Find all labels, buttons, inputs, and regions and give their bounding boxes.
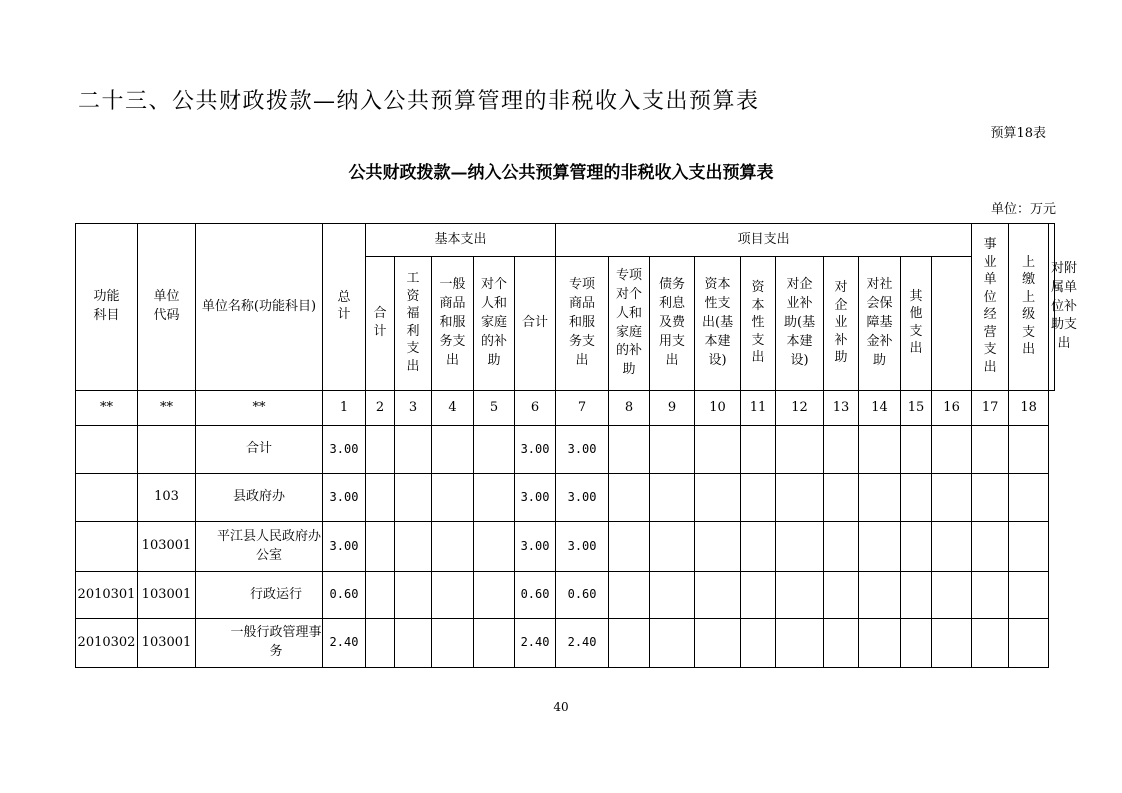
total-cell: 3.00 [323, 474, 366, 522]
empty-cell [432, 474, 474, 522]
table-row [76, 426, 1055, 474]
empty-cell [395, 474, 432, 522]
project-total-cell: 0.60 [515, 572, 556, 619]
empty-cell [776, 474, 824, 522]
project-total-cell: 3.00 [515, 522, 556, 572]
func-code-cell: 2010301 [76, 572, 138, 619]
unit-code-cell [138, 426, 196, 474]
header-personal-subsidy: 对个人和家庭的补助 [474, 257, 515, 391]
empty-cell [366, 474, 395, 522]
index-cell: 9 [650, 391, 695, 426]
header-total: 总计 [323, 224, 366, 391]
header-affiliated: 对附属单位补助支出 [1049, 224, 1055, 391]
empty-cell [395, 572, 432, 619]
empty-cell [972, 474, 1009, 522]
empty-cell [1009, 522, 1049, 572]
empty-cell [1009, 572, 1049, 619]
empty-cell [609, 619, 650, 668]
header-wage-welfare: 工资福利支出 [395, 257, 432, 391]
index-cell: ** [196, 391, 323, 426]
table-row [76, 572, 1055, 619]
page-heading: 二十三、公共财政拨款—纳入公共预算管理的非税收入支出预算表 [78, 89, 760, 114]
empty-cell [432, 619, 474, 668]
index-cell: 18 [1009, 391, 1049, 426]
header-social-fund: 对社会保障基金补助 [859, 257, 901, 391]
empty-cell [395, 619, 432, 668]
empty-cell [824, 522, 859, 572]
index-cell: 4 [432, 391, 474, 426]
empty-cell [695, 474, 741, 522]
empty-cell [395, 426, 432, 474]
empty-cell [972, 619, 1009, 668]
unit-name-cell: 县政府办 [196, 474, 323, 522]
index-cell: 2 [366, 391, 395, 426]
index-cell: 13 [824, 391, 859, 426]
index-cell: 15 [901, 391, 932, 426]
empty-cell [972, 572, 1009, 619]
empty-cell [824, 572, 859, 619]
index-cell: 16 [932, 391, 972, 426]
empty-cell [741, 522, 776, 572]
empty-cell [859, 522, 901, 572]
index-cell: 14 [859, 391, 901, 426]
empty-cell [395, 522, 432, 572]
func-code-cell [76, 522, 138, 572]
header-unit-name: 单位名称(功能科目) [196, 224, 323, 391]
empty-cell [932, 619, 972, 668]
special-goods-cell: 3.00 [556, 522, 609, 572]
header-unit-code: 单位代码 [138, 224, 196, 391]
empty-cell [859, 426, 901, 474]
empty-cell [609, 474, 650, 522]
empty-cell [1009, 426, 1049, 474]
special-goods-cell: 2.40 [556, 619, 609, 668]
empty-cell [932, 572, 972, 619]
project-total-cell: 3.00 [515, 426, 556, 474]
empty-cell [474, 522, 515, 572]
index-cell: ** [76, 391, 138, 426]
table-row [76, 619, 1055, 668]
empty-cell [901, 426, 932, 474]
empty-cell [901, 572, 932, 619]
empty-cell [972, 426, 1009, 474]
header-basic-group: 基本支出 [366, 224, 556, 257]
header-general-goods: 一般商品和服务支出 [432, 257, 474, 391]
special-goods-cell: 3.00 [556, 474, 609, 522]
project-total-cell: 3.00 [515, 474, 556, 522]
unit-code-cell: 103001 [138, 619, 196, 668]
empty-cell [741, 474, 776, 522]
func-code-cell [76, 426, 138, 474]
header-enterprise: 对企业补助 [824, 257, 859, 391]
empty-cell [824, 426, 859, 474]
unit-name-cell: 一般行政管理事务 [196, 619, 323, 668]
unit-name-cell: 合计 [196, 426, 323, 474]
empty-cell [609, 426, 650, 474]
unit-name-cell: 行政运行 [196, 572, 323, 619]
empty-cell [474, 572, 515, 619]
empty-cell [776, 426, 824, 474]
empty-cell [859, 619, 901, 668]
empty-cell [650, 572, 695, 619]
unit-code-cell: 103 [138, 474, 196, 522]
empty-cell [366, 522, 395, 572]
index-cell: 7 [556, 391, 609, 426]
empty-cell [776, 572, 824, 619]
index-row [76, 391, 1055, 426]
empty-cell [474, 619, 515, 668]
empty-cell [932, 426, 972, 474]
empty-cell [901, 474, 932, 522]
empty-cell [695, 619, 741, 668]
func-code-cell: 2010302 [76, 619, 138, 668]
total-cell: 2.40 [323, 619, 366, 668]
index-cell: 11 [741, 391, 776, 426]
table-title: 公共财政拨款—纳入公共预算管理的非税收入支出预算表 [348, 163, 774, 183]
header-capital-basic: 资本性支出(基本建设) [695, 257, 741, 391]
unit-label: 单位：万元 [990, 202, 1056, 217]
header-upper-payment: 上缴上级支出 [1009, 224, 1049, 391]
unit-code-cell: 103001 [138, 522, 196, 572]
empty-cell [741, 426, 776, 474]
budget-table [75, 223, 1078, 668]
header-business-unit: 事业单位经营支出 [972, 224, 1009, 391]
special-goods-cell: 3.00 [556, 426, 609, 474]
header-project-total: 合计 [515, 257, 556, 391]
empty-cell [695, 426, 741, 474]
empty-cell [366, 572, 395, 619]
empty-cell [432, 572, 474, 619]
header-special-goods: 专项商品和服务支出 [556, 257, 609, 391]
empty-cell [609, 572, 650, 619]
index-cell: 17 [972, 391, 1009, 426]
empty-cell [741, 572, 776, 619]
empty-cell [932, 522, 972, 572]
empty-cell [1009, 619, 1049, 668]
empty-cell [1009, 474, 1049, 522]
empty-cell [901, 522, 932, 572]
project-total-cell: 2.40 [515, 619, 556, 668]
total-cell: 0.60 [323, 572, 366, 619]
header-other: 其他支出 [901, 257, 932, 391]
empty-cell [824, 474, 859, 522]
header-func-code: 功能科目 [76, 224, 138, 391]
index-cell: 6 [515, 391, 556, 426]
header-project-group: 项目支出 [556, 224, 972, 257]
empty-cell [901, 619, 932, 668]
empty-cell [824, 619, 859, 668]
table-row [76, 522, 1055, 572]
unit-code-cell: 103001 [138, 572, 196, 619]
empty-cell [695, 572, 741, 619]
index-cell: 3 [395, 391, 432, 426]
empty-cell [932, 474, 972, 522]
func-code-cell [76, 474, 138, 522]
empty-cell [859, 572, 901, 619]
empty-cell [972, 522, 1009, 572]
empty-cell [432, 426, 474, 474]
total-cell: 3.00 [323, 522, 366, 572]
empty-cell [650, 474, 695, 522]
empty-cell [650, 522, 695, 572]
index-cell: 1 [323, 391, 366, 426]
empty-cell [695, 522, 741, 572]
special-goods-cell: 0.60 [556, 572, 609, 619]
index-cell: 5 [474, 391, 515, 426]
index-cell: ** [138, 391, 196, 426]
empty-cell [650, 619, 695, 668]
empty-cell [474, 426, 515, 474]
empty-cell [859, 474, 901, 522]
empty-cell [776, 522, 824, 572]
unit-name-cell: 平江县人民政府办公室 [196, 522, 323, 572]
page-number: 40 [553, 700, 569, 714]
index-cell: 10 [695, 391, 741, 426]
header-enterprise-basic: 对企业补助(基本建设) [776, 257, 824, 391]
header-capital: 资本性支出 [741, 257, 776, 391]
header-basic-total: 合计 [366, 257, 395, 391]
table-row [76, 474, 1055, 522]
table-number: 预算18表 [990, 126, 1046, 141]
empty-cell [366, 619, 395, 668]
index-cell: 8 [609, 391, 650, 426]
empty-cell [650, 426, 695, 474]
header-row-1 [76, 224, 1055, 257]
empty-cell [741, 619, 776, 668]
empty-cell [776, 619, 824, 668]
empty-cell [432, 522, 474, 572]
empty-cell [609, 522, 650, 572]
header-debt-interest: 债务利息及费用支出 [650, 257, 695, 391]
total-cell: 3.00 [323, 426, 366, 474]
header-special-personal: 专项对个人和家庭的补助 [609, 257, 650, 391]
empty-cell [366, 426, 395, 474]
empty-cell [474, 474, 515, 522]
index-cell: 12 [776, 391, 824, 426]
